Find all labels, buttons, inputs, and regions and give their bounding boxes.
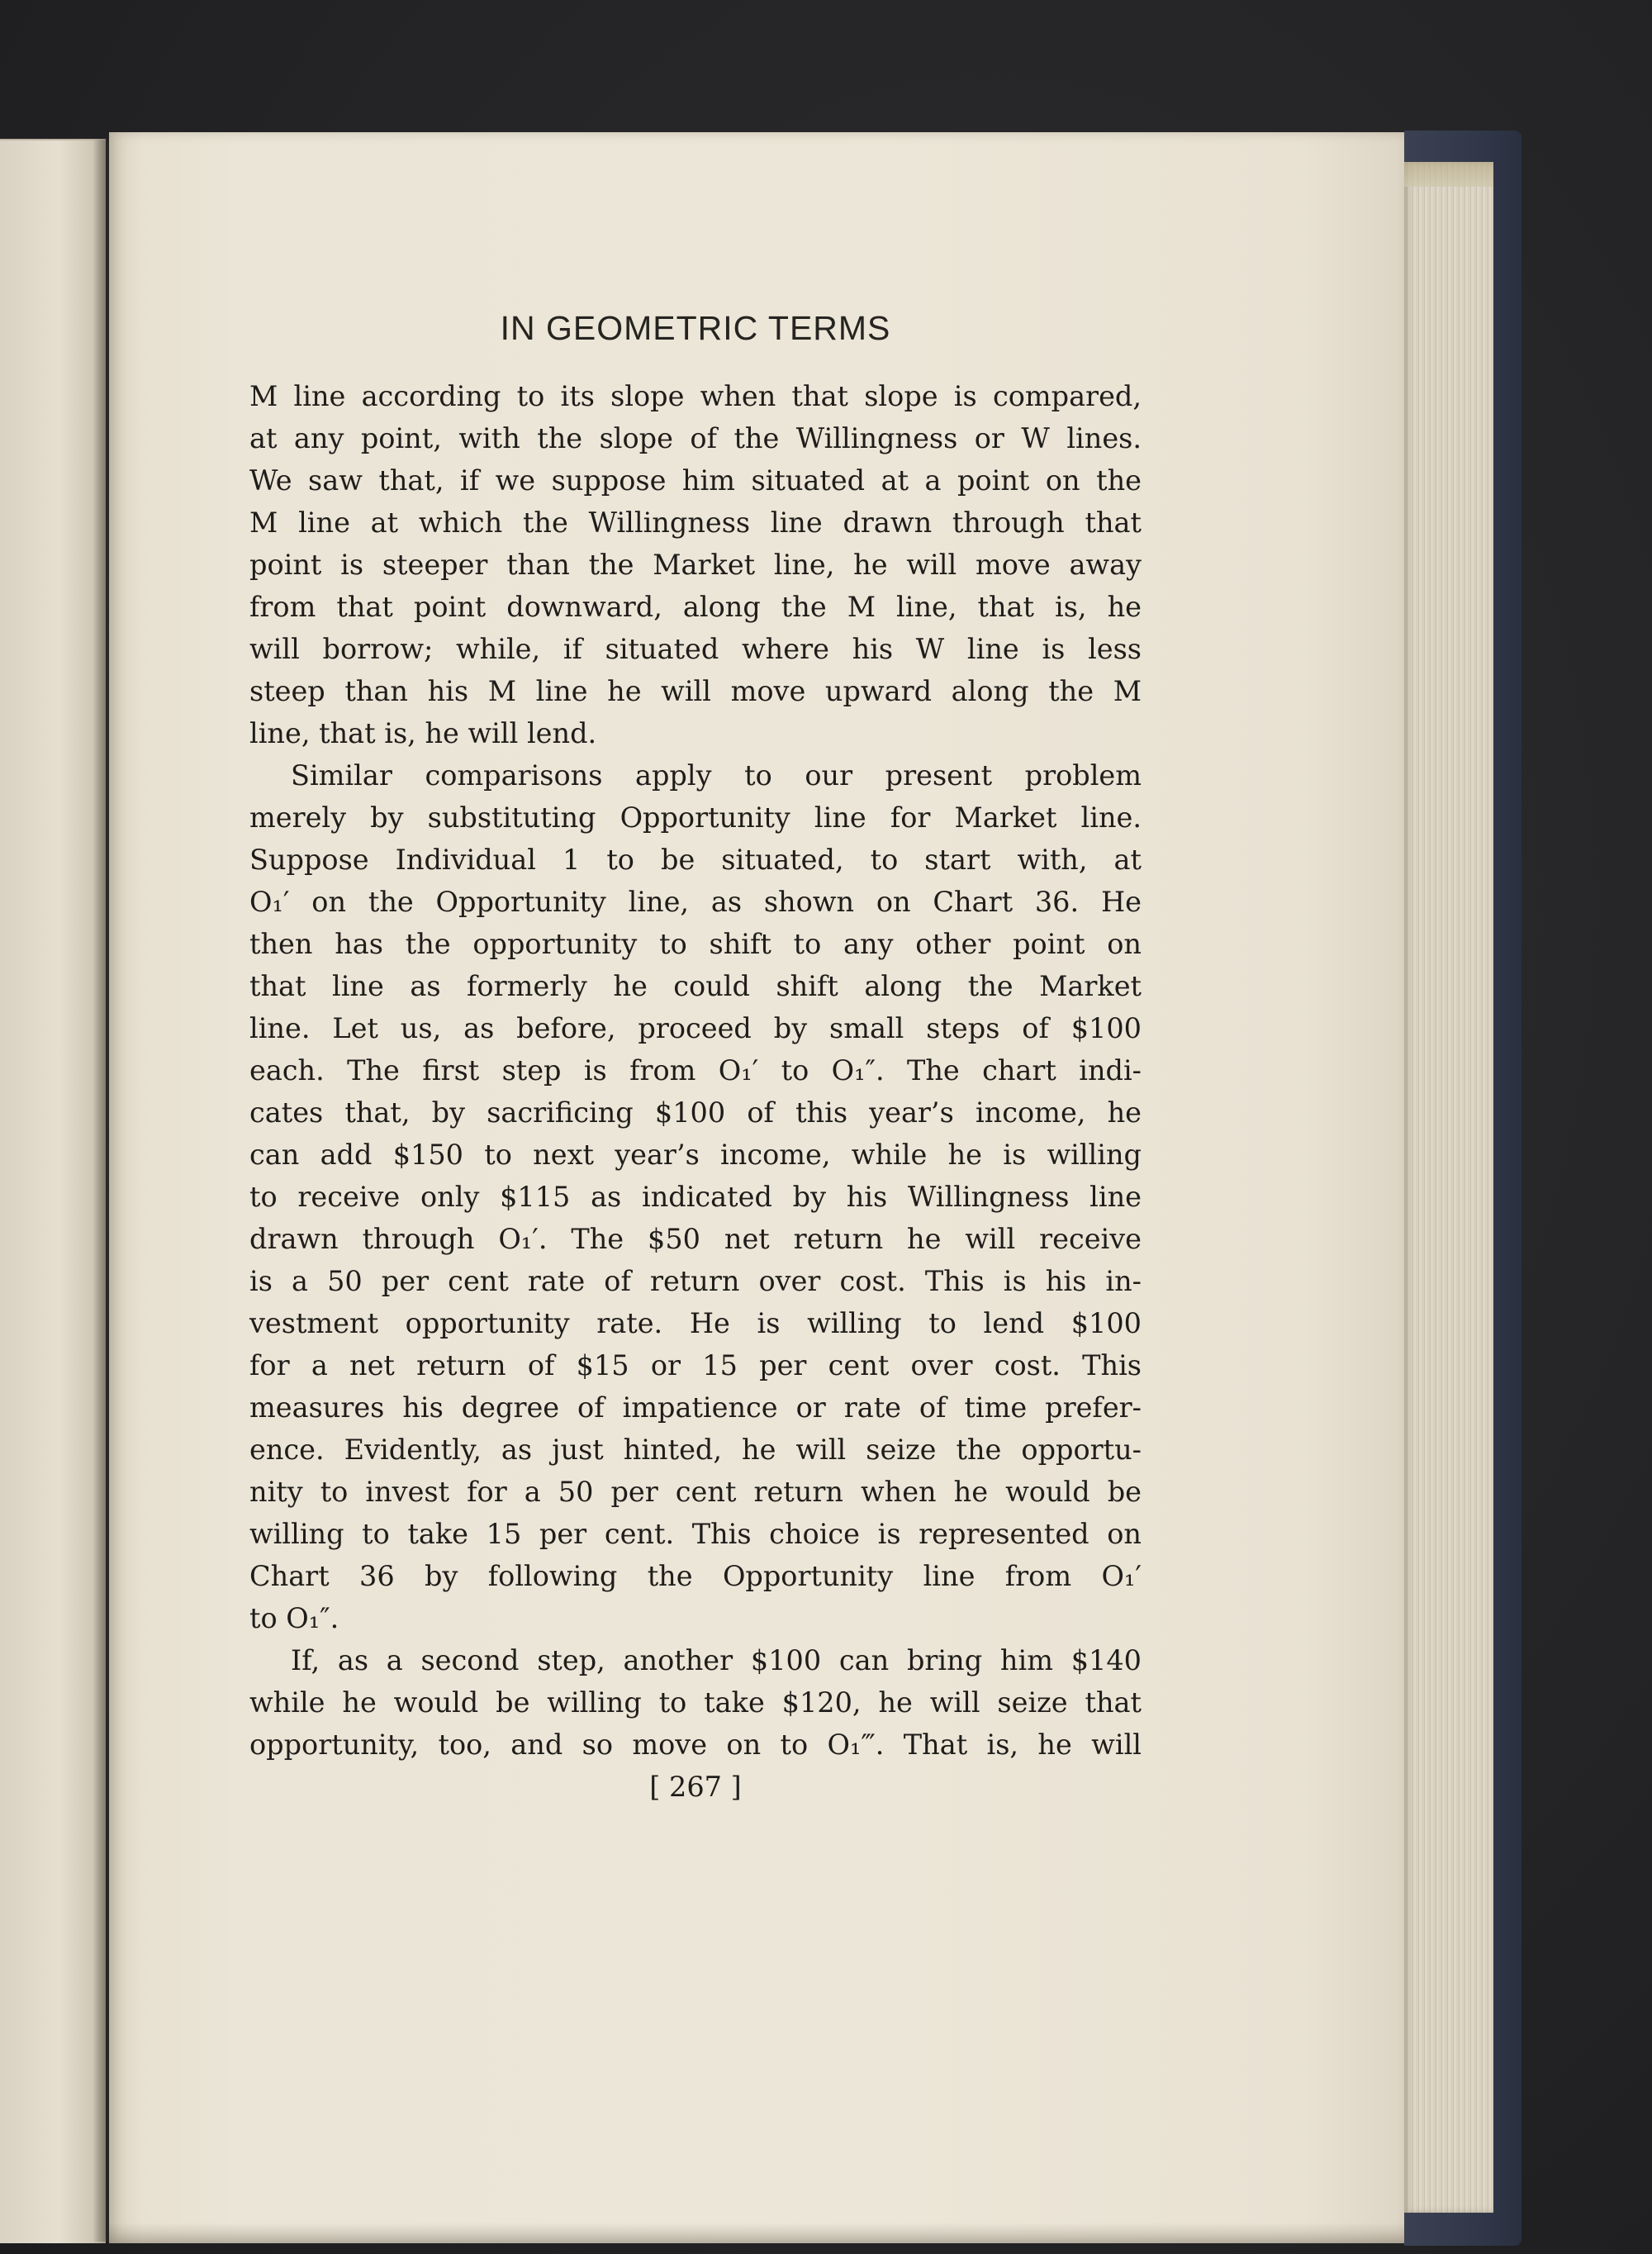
text-line: O₁′ on the Opportunity line, as shown on Chart 36. He [249, 886, 1142, 918]
text-line: cates that, by sacrificing $100 of this year’s income, he [249, 1096, 1142, 1129]
text-line: drawn through O₁′. The $50 net return he will receive [249, 1223, 1142, 1255]
text-line: Similar comparisons apply to our present problem [291, 759, 1142, 792]
text-line: If, as a second step, another $100 can bring him $140 [291, 1644, 1142, 1676]
text-line: while he would be willing to take $120, he will seize that [249, 1686, 1142, 1719]
page-bottom-shadow [109, 2223, 1404, 2243]
text-line: to O₁″. [249, 1602, 339, 1634]
text-line: Chart 36 by following the Opportunity line from O₁′ [249, 1560, 1142, 1592]
text-line: measures his degree of impatience or rate of time prefer- [249, 1391, 1142, 1424]
text-line: We saw that, if we suppose him situated at a point on the [249, 464, 1142, 497]
running-head: IN GEOMETRIC TERMS [500, 309, 891, 347]
text-line: opportunity, too, and so move on to O₁‴. That is, he will [249, 1729, 1142, 1761]
text-line: willing to take 15 per cent. This choice is represented on [249, 1518, 1142, 1550]
text-line: M line at which the Willingness line drawn through that [249, 506, 1142, 539]
body-text [249, 375, 1142, 1766]
text-line: that line as formerly he could shift along the Market [249, 970, 1142, 1002]
text-line: line, that is, he will lend. [249, 717, 597, 749]
text-line: then has the opportunity to shift to any other point on [249, 928, 1142, 960]
text-line: vestment opportunity rate. He is willing to lend $100 [249, 1307, 1142, 1339]
left-page-edge [0, 139, 106, 2243]
text-line: to receive only $115 as indicated by his Willingness line [249, 1181, 1142, 1213]
page-number: [ 267 ] [649, 1771, 742, 1803]
text-line: M line according to its slope when that slope is compared, [249, 380, 1142, 412]
text-line: nity to invest for a 50 per cent return when he would be [249, 1476, 1142, 1508]
text-line: steep than his M line he will move upward along the M [249, 675, 1142, 707]
text-line: line. Let us, as before, proceed by small steps of $100 [249, 1012, 1142, 1044]
page-block-top-edge [1404, 162, 1493, 187]
text-line: Suppose Individual 1 to be situated, to start with, at [249, 844, 1142, 876]
page-text-block [249, 307, 1142, 1808]
text-line: is a 50 per cent rate of return over cost. This is his in- [249, 1265, 1142, 1297]
text-line: ence. Evidently, as just hinted, he will seize the opportu- [249, 1434, 1142, 1466]
text-line: at any point, with the slope of the Willingness or W lines. [249, 422, 1142, 454]
text-line: will borrow; while, if situated where his W line is less [249, 633, 1142, 665]
text-line: for a net return of $15 or 15 per cent over cost. This [249, 1349, 1142, 1381]
text-line: point is steeper than the Market line, he will move away [249, 549, 1142, 581]
text-line: merely by substituting Opportunity line for Market line. [249, 801, 1142, 834]
text-line: each. The first step is from O₁′ to O₁″. The chart indi- [249, 1054, 1142, 1087]
text-line: from that point downward, along the M line, that is, he [249, 591, 1142, 623]
page-block-fore-edge [1404, 162, 1493, 2213]
text-line: can add $150 to next year’s income, while he is willing [249, 1139, 1142, 1171]
